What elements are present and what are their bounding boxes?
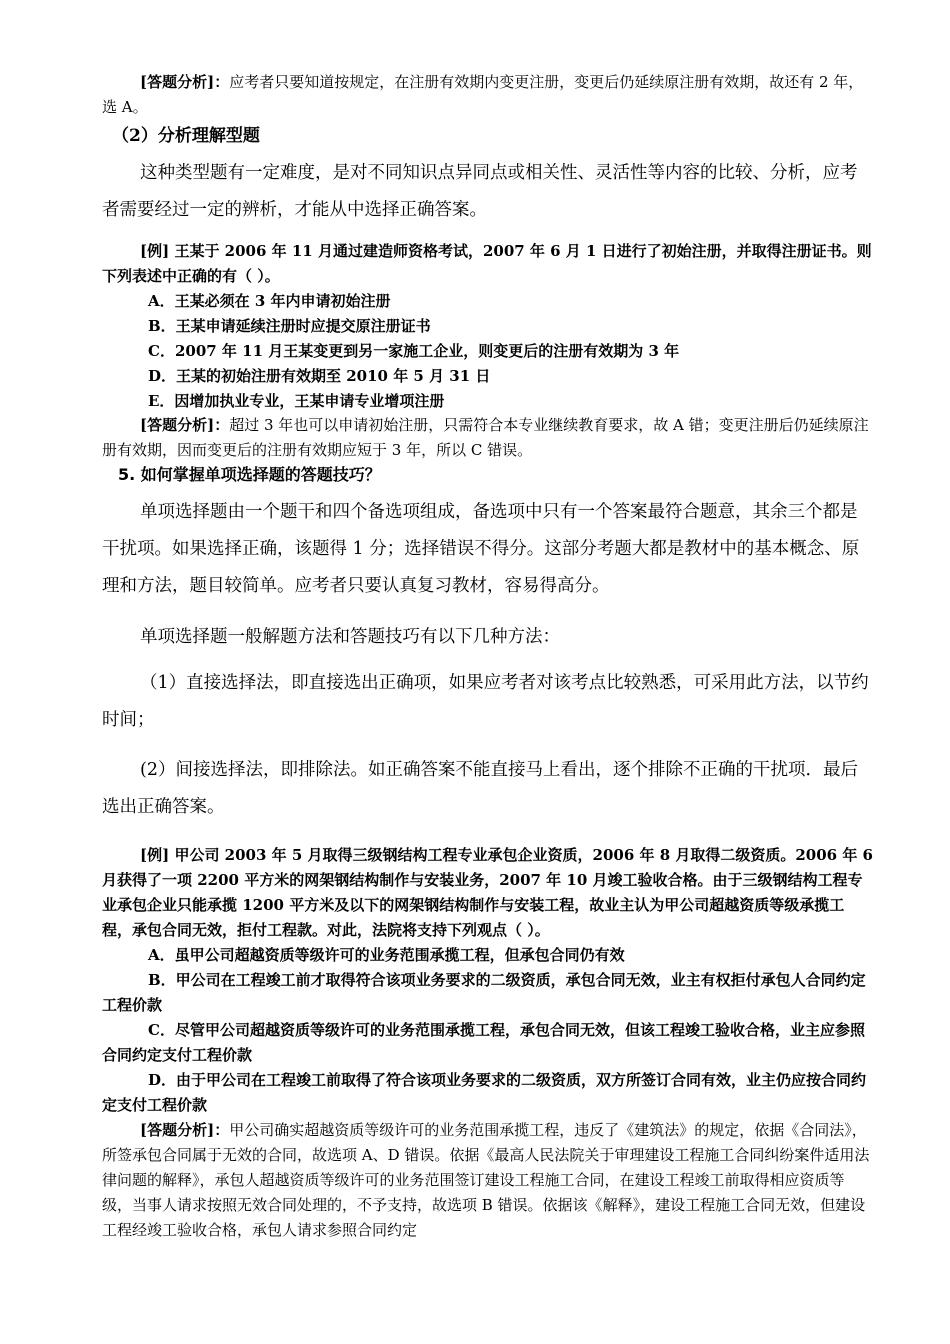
option-a: A．王某必须在 3 年内申请初始注册: [148, 292, 391, 310]
section-heading-analysis-type: （2）分析理解型题: [112, 126, 260, 146]
option-c: C．2007 年 11 月王某变更到另一家施工企业，则变更后的注册有效期为 3 年: [148, 342, 680, 360]
analysis-label: [答题分析]：: [140, 1121, 230, 1139]
section-heading-5: 5. 如何掌握单项选择题的答题技巧？: [118, 465, 381, 484]
method-intro: 单项选择题一般解题方法和答题技巧有以下几种方法：: [140, 627, 560, 647]
example-question-text: 甲公司 2003 年 5 月取得三级钢结构工程专业承包企业资质，2006 年 8 月取得二级资质。2006 年 6 月获得了一项 2200 平方米的网架钢结构制作与安装业务，2007 年 10 月竣工验收合格。由于三级钢结构工程专业承包企业只能承揽 1200 平方米及以下的网架钢结构制作与安装工程，故业主认为甲公司超越资质等级承揽工程，承包合同无效，拒付工程款。对此，法院将支持下列观点（ ）。: [102, 846, 873, 939]
example-question-text: 王某于 2006 年 11 月通过建造师资格考试，2007 年 6 月 1 日进行了初始注册，并取得注册证书。则下列表述中正确的有（ ）。: [102, 242, 872, 285]
analysis-paragraph-2: [102, 413, 874, 463]
example-label: [例]: [140, 242, 170, 260]
example-question-2: [102, 843, 874, 943]
analysis-text: 应考者只要知道按规定，在注册有效期内变更注册，变更后仍延续原注册有效期，故还有 2 年，选 A。: [102, 73, 864, 116]
option-e: E．因增加执业专业，王某申请专业增项注册: [148, 392, 445, 410]
example-options-2: [102, 943, 874, 1118]
single-choice-intro: 单项选择题由一个题干和四个备选项组成，备选项中只有一个答案最符合题意，其余三个都是干扰项。如果选择正确，该题得 1 分；选择错误不得分。这部分考题大都是教材中的基本概念、原理和方法，题目较简单。应考者只要认真复习教材，容易得高分。: [102, 502, 860, 596]
option-b: B．甲公司在工程竣工前才取得符合该项业务要求的二级资质，承包合同无效，业主有权拒付承包人合同约定工程价款: [102, 971, 866, 1014]
option-b: B．王某申请延续注册时应提交原注册证书: [148, 317, 431, 335]
option-a: A．虽甲公司超越资质等级许可的业务范围承揽工程，但承包合同仍有效: [148, 946, 625, 964]
analysis-paragraph-1: [102, 70, 874, 120]
method-indirect: (2）间接选择法，即排除法。如正确答案不能直接马上看出，逐个排除不正确的干扰项．最后选出正确答案。: [102, 760, 858, 817]
intro-paragraph: 这种类型题有一定难度，是对不同知识点异同点或相关性、灵活性等内容的比较、分析，应考者需要经过一定的辨析，才能从中选择正确答案。: [102, 163, 858, 220]
example-label: [例]: [140, 846, 170, 864]
example-options-1: [102, 289, 874, 414]
method-direct: （1）直接选择法，即直接选出正确项，如果应考者对该考点比较熟悉，可采用此方法，以节约时间；: [102, 673, 869, 730]
analysis-text: 超过 3 年也可以申请初始注册，只需符合本专业继续教育要求，故 A 错；变更注册后仍延续原注册有效期，因而变更后的注册有效期应短于 3 年，所以 C 错误。: [102, 416, 869, 459]
option-d: D．王某的初始注册有效期至 2010 年 5 月 31 日: [148, 367, 491, 385]
analysis-text: 甲公司确实超越资质等级许可的业务范围承揽工程，违反了《建筑法》的规定，依据《合同法》，所签承包合同属于无效的合同，故选项 A、D 错误。依据《最高人民法院关于审理建设工程施工合同纠纷案件适用法律问题的解释》，承包人超越资质等级许可的业务范围签订建设工程施工合同，在建设工程竣工前取得相应资质等级，当事人请求按照无效合同处理的，不予支持，故选项 B 错误。依据该《解释》，建设工程施工合同无效，但建设工程经竣工验收合格，承包人请求参照合同约定: [102, 1121, 870, 1239]
analysis-label: [答题分析]：: [140, 73, 230, 91]
analysis-paragraph-3: [102, 1118, 874, 1243]
example-question-1: [102, 239, 874, 289]
option-d: D．由于甲公司在工程竣工前取得了符合该项业务要求的二级资质，双方所签订合同有效，业主仍应按合同约定支付工程价款: [102, 1071, 867, 1114]
option-c: C．尽管甲公司超越资质等级许可的业务范围承揽工程，承包合同无效，但该工程竣工验收合格，业主应参照合同约定支付工程价款: [102, 1021, 865, 1064]
analysis-label: [答题分析]：: [140, 416, 230, 434]
